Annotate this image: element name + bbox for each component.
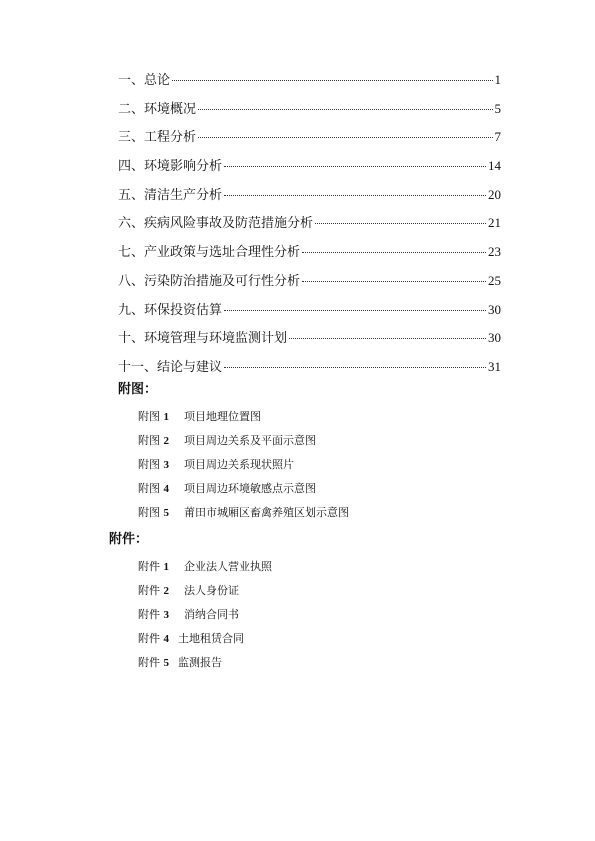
- attachment-item[interactable]: [138, 602, 272, 626]
- toc-entry-page: 25: [488, 272, 501, 288]
- attachment-label: [138, 606, 184, 622]
- toc-entry[interactable]: [118, 187, 501, 216]
- figure-item[interactable]: [138, 452, 349, 476]
- figure-title: 莆田市城厢区畜禽养殖区划示意图: [184, 506, 349, 519]
- figures-heading: 附图：: [118, 382, 158, 397]
- attachment-title: 法人身份证: [184, 584, 239, 597]
- toc-entry-title: 二、环境概况: [118, 101, 197, 117]
- toc-entry-title: 三、工程分析: [118, 130, 197, 146]
- toc-entry[interactable]: [118, 273, 501, 302]
- figure-prefix: 附图: [138, 458, 160, 471]
- figure-item[interactable]: [138, 476, 349, 500]
- attachment-label: [138, 582, 184, 598]
- figure-prefix: 附图: [138, 434, 160, 447]
- toc-entry-title: 十、环境管理与环境监测计划: [118, 331, 288, 347]
- attachment-item[interactable]: [138, 626, 272, 650]
- figure-label: [138, 456, 184, 472]
- attachment-prefix: 附件: [138, 632, 160, 645]
- attachment-prefix: 附件: [138, 656, 160, 669]
- attachment-number: 1: [163, 561, 169, 573]
- toc-leader-dots: [172, 80, 492, 81]
- attachments-heading: 附件：: [109, 532, 149, 547]
- attachment-number: 3: [163, 609, 169, 621]
- toc-entry[interactable]: [118, 244, 501, 273]
- toc-leader-dots: [315, 223, 486, 224]
- figure-number: 4: [163, 483, 169, 495]
- toc-leader-dots: [302, 281, 486, 282]
- attachment-label: [138, 558, 184, 574]
- toc-entry[interactable]: [118, 72, 501, 101]
- toc-entry-page: 7: [494, 129, 501, 145]
- toc-entry-page: 30: [488, 301, 501, 317]
- figure-prefix: 附图: [138, 506, 160, 519]
- toc-entry-title: 七、产业政策与选址合理性分析: [118, 245, 301, 261]
- toc-entry-page: 23: [488, 244, 501, 260]
- attachment-prefix: 附件: [138, 608, 160, 621]
- toc-leader-dots: [224, 367, 486, 368]
- toc-entry-page: 21: [488, 215, 501, 231]
- toc-leader-dots: [198, 109, 492, 110]
- attachment-prefix: 附件: [138, 584, 160, 597]
- figure-item[interactable]: [138, 404, 349, 428]
- toc-entry-title: 一、总论: [118, 73, 171, 88]
- toc-leader-dots: [302, 252, 486, 253]
- toc-entry-title: 五、清洁生产分析: [118, 187, 223, 203]
- toc-leader-dots: [224, 195, 486, 196]
- figures-list: [138, 404, 349, 524]
- attachment-title: 监测报告: [178, 656, 222, 669]
- figure-number: 5: [163, 507, 169, 519]
- attachment-item[interactable]: [138, 578, 272, 602]
- toc-entry-title: 八、污染防治措施及可行性分析: [118, 273, 301, 289]
- toc-entry-page: 31: [488, 358, 501, 374]
- toc-entry-title: 九、环保投资估算: [118, 302, 223, 318]
- figure-label: [138, 408, 184, 424]
- toc-entry[interactable]: [118, 359, 501, 388]
- figure-number: 1: [163, 411, 169, 423]
- attachment-number: 4: [163, 633, 169, 645]
- attachment-label: [138, 654, 178, 670]
- toc-entry-title: 六、疾病风险事故及防范措施分析: [118, 216, 314, 232]
- figure-title: 项目周边环境敏感点示意图: [184, 482, 316, 495]
- attachment-item[interactable]: [138, 650, 272, 674]
- attachment-title: 土地租赁合同: [178, 632, 244, 645]
- figure-title: 项目周边关系现状照片: [184, 458, 294, 471]
- toc-leader-dots: [198, 137, 492, 138]
- attachment-number: 2: [163, 585, 169, 597]
- toc-leader-dots: [224, 166, 486, 167]
- toc-entry-title: 十一、结论与建议: [118, 359, 223, 375]
- toc-entry[interactable]: [118, 215, 501, 244]
- figure-label: [138, 432, 184, 448]
- toc-entry-page: 1: [494, 72, 501, 87]
- figure-number: 2: [163, 435, 169, 447]
- toc-entry-title: 四、环境影响分析: [118, 159, 223, 175]
- figure-title: 项目地理位置图: [184, 410, 261, 423]
- figure-item[interactable]: [138, 428, 349, 452]
- toc-leader-dots: [289, 338, 486, 339]
- attachment-prefix: 附件: [138, 560, 160, 573]
- attachment-label: [138, 630, 178, 646]
- toc-entry[interactable]: [118, 158, 501, 187]
- figure-title: 项目周边关系及平面示意图: [184, 434, 316, 447]
- attachments-list: [138, 554, 272, 674]
- toc-entry-page: 14: [488, 158, 501, 174]
- figure-item[interactable]: [138, 500, 349, 524]
- figure-prefix: 附图: [138, 410, 160, 423]
- toc-entry[interactable]: [118, 330, 501, 359]
- attachment-title: 企业法人营业执照: [184, 560, 272, 573]
- attachment-number: 5: [163, 657, 169, 669]
- toc-entry-page: 30: [488, 330, 501, 346]
- figure-prefix: 附图: [138, 482, 160, 495]
- figure-label: [138, 504, 184, 520]
- figure-label: [138, 480, 184, 496]
- toc-entry[interactable]: [118, 129, 501, 158]
- figure-number: 3: [163, 459, 169, 471]
- toc-entry-page: 5: [494, 100, 501, 116]
- attachment-title: 消纳合同书: [184, 608, 239, 621]
- toc-entry-page: 20: [488, 186, 501, 202]
- toc-entry[interactable]: [118, 101, 501, 130]
- toc-leader-dots: [224, 310, 486, 311]
- toc-entry[interactable]: [118, 302, 501, 331]
- attachment-item[interactable]: [138, 554, 272, 578]
- table-of-contents: [118, 72, 501, 388]
